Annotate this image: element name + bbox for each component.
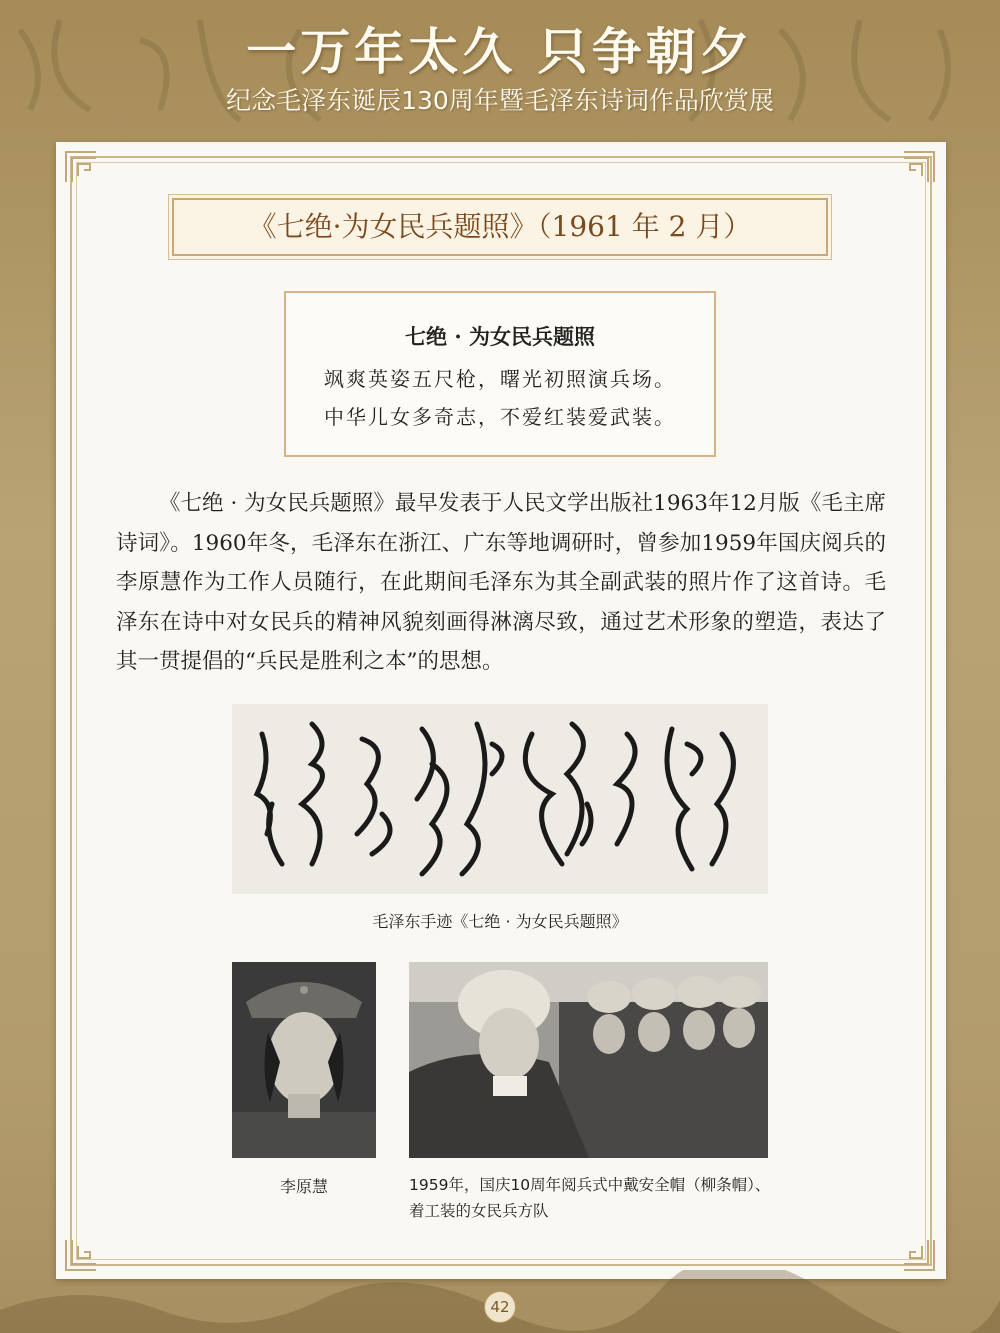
description-paragraph: 《七绝 · 为女民兵题照》最早发表于人民文学出版社1963年12月版《毛主席诗词》。1960年冬，毛泽东在浙江、广东等地调研时，曾参加1959年国庆阅兵的李原慧作为工作人员随行，在此期间毛泽东为其全副武装的照片作了这首诗。毛泽东在诗中对女民兵的精神风貌刻画得淋漓尽致，通过艺术形象的塑造，表达了其一贯提倡的“兵民是胜利之本”的思想。 xyxy=(116,491,886,674)
poem-title: 七绝 · 为女民兵题照 xyxy=(405,324,595,349)
corner-ornament-top-left xyxy=(64,150,98,184)
parade-caption: 1959年，国庆10周年阅兵式中戴安全帽（柳条帽）、着工装的女民兵方队 xyxy=(409,1176,771,1220)
page-number: 42 xyxy=(484,1291,516,1323)
poem-line: 中华儿女多奇志，不爱红装爱武装。 xyxy=(324,405,676,429)
calligraphy-caption: 毛泽东手迹《七绝 · 为女民兵题照》 xyxy=(372,912,628,931)
corner-ornament-bottom-right xyxy=(902,1238,936,1272)
poem-line: 飒爽英姿五尺枪，曙光初照演兵场。 xyxy=(324,367,676,391)
exhibition-subtitle: 纪念毛泽东诞辰130周年暨毛泽东诗词作品欣赏展 xyxy=(226,86,774,115)
poem-box xyxy=(284,291,716,457)
portrait-photo xyxy=(232,962,376,1158)
corner-ornament-bottom-left xyxy=(64,1238,98,1272)
calligraphy-image xyxy=(232,704,768,894)
corner-ornament-top-right xyxy=(902,150,936,184)
poem-heading-banner: 《七绝·为女民兵题照》（1961 年 2 月） xyxy=(172,198,828,256)
portrait-caption: 李原慧 xyxy=(279,1177,328,1196)
parade-photo xyxy=(409,962,768,1158)
exhibition-title: 一万年太久 只争朝夕 xyxy=(246,23,754,81)
